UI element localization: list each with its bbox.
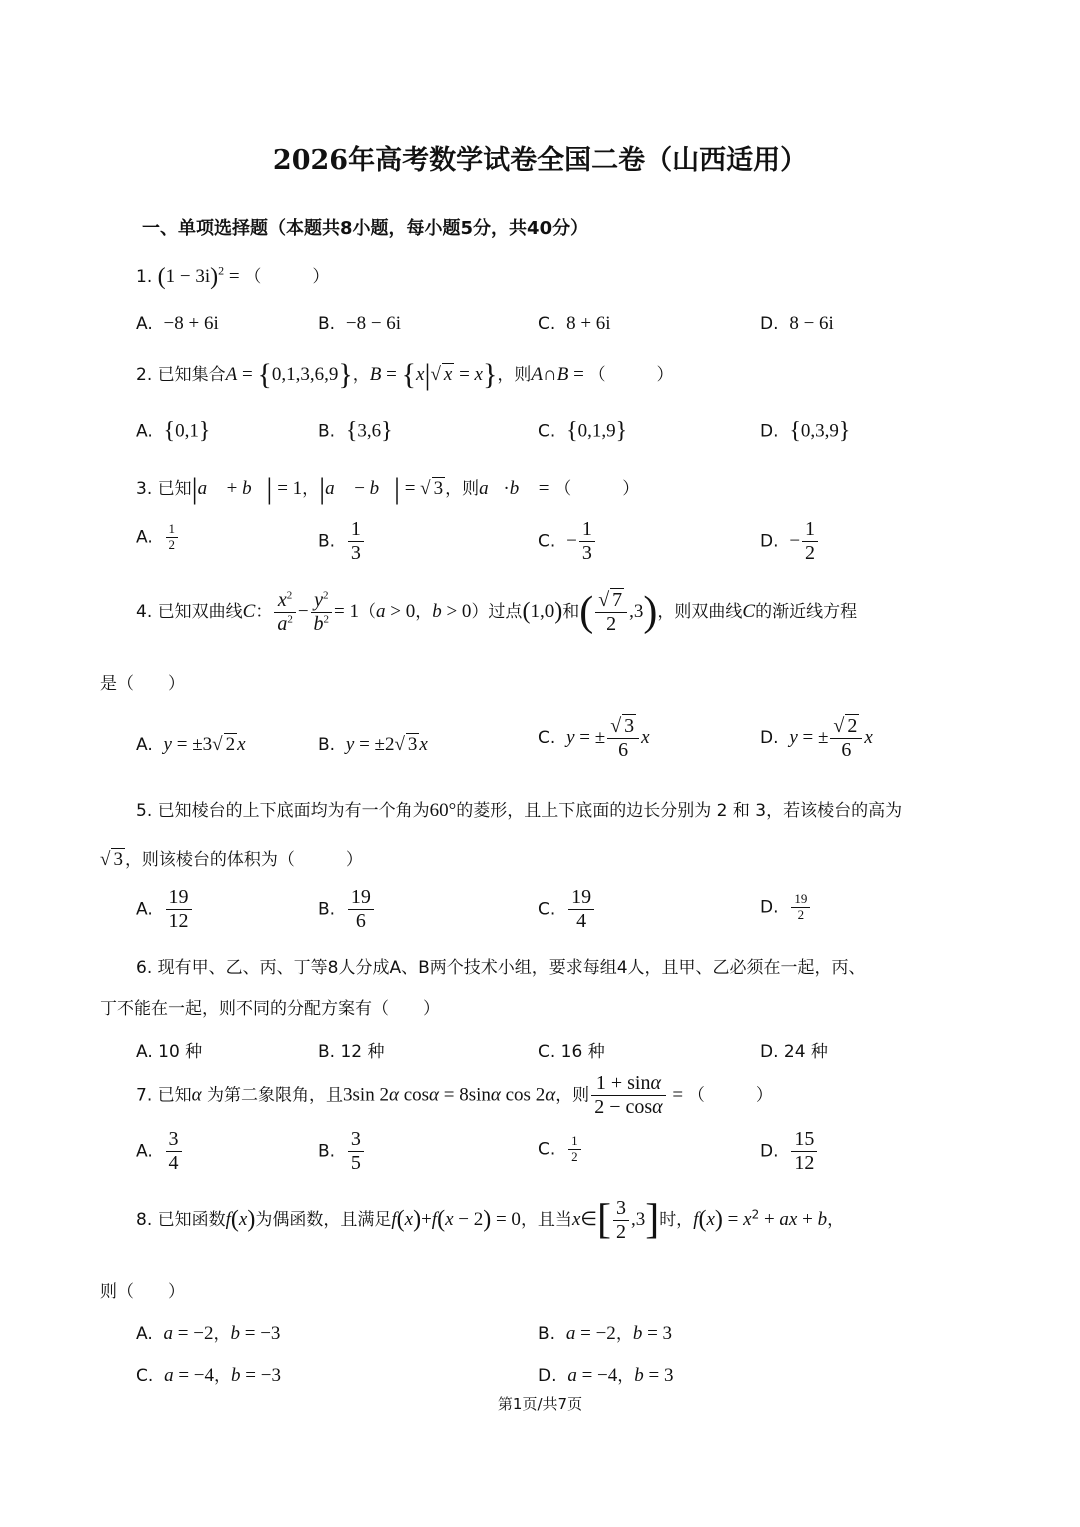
question-5-option-c: C. $\frac{19}{4}$ [538, 886, 596, 933]
question-5-option-d: D. $\frac{19}{2}$ [760, 892, 812, 923]
question-7-option-b: B. $\frac{3}{5}$ [318, 1128, 366, 1175]
question-5-option-b: B. $\frac{19}{6}$ [318, 886, 376, 933]
question-3-option-c: C. − $\frac{1}{3}$ [538, 518, 597, 565]
question-5-option-a: A. $\frac{19}{12}$ [136, 886, 194, 933]
question-2-option-c: C. {0,1,9} [538, 418, 628, 444]
question-7-stem: 7. 已知α 为第二象限角，且3sin 2α cosα = 8sinα cos 2α，则 $\frac{1 + \sin\alpha}{2 - \cos\alpha}$ = （ ） [136, 1072, 773, 1118]
question-4-stem: 4. 已知双曲线C： $\frac{x^2}{a^2}$ − $\frac{y^2}{b^2}$ = 1（a > 0，b > 0）过点(1,0)和( $\frac{√ 7}{2}$ ,3)，则双曲线C的渐近线方程 [136, 588, 858, 635]
question-3-stem: 3. 已知|a⃗ + b⃗| = 1，|a⃗ − b⃗| = √ 3 ，则a⃗·b⃗ = （ ） [136, 472, 640, 505]
question-4-option-d: D. y = ± $\frac{√ 2}{6}$ x [760, 715, 873, 761]
question-1-option-a: A. −8 + 6i [136, 313, 219, 334]
question-3-option-b: B. $\frac{1}{3}$ [318, 518, 366, 565]
question-2-stem: 2. 已知集合A = {0,1,3,6,9}，B = {x|√ x = x}，则A∩B = （ ） [136, 358, 674, 391]
question-8-stem-cont: 则（ ） [100, 1282, 185, 1302]
page-title: 2026年高考数学试卷全国二卷（山西适用） [272, 145, 808, 176]
question-5-stem: 5. 已知棱台的上下底面均为有一个角为60°的菱形，且上下底面的边长分别为 2 和 3，若该棱台的高为 [136, 800, 903, 821]
question-3-option-d: D. − $\frac{1}{2}$ [760, 518, 820, 565]
question-3-option-a: A. $\frac{1}{2}$ [136, 522, 180, 553]
question-8-stem: 8. 已知函数f(x)为偶函数，且满足f(x)+f(x − 2) = 0，且当x∈[ $\frac{3}{2}$ ,3]时，$f(x) = x^2$ + ax + b， [136, 1196, 845, 1243]
question-6-option-d: D. 24 种 [760, 1042, 828, 1062]
question-2-option-a: A. {0,1} [136, 418, 211, 444]
question-7-option-d: D. $\frac{15}{12}$ [760, 1128, 819, 1175]
question-4-stem-cont: 是（ ） [100, 674, 185, 694]
page-number: 第1页/共7页 [497, 1395, 583, 1413]
question-8-option-d: D. a = −4，b = 3 [538, 1365, 674, 1386]
question-1-stem: 1. $(1 - 3i)^2$ = （ ） [136, 263, 330, 291]
question-2-option-b: B. {3,6} [318, 418, 393, 444]
question-6-option-a: A. 10 种 [136, 1042, 203, 1062]
question-5-stem-cont: √ 3 ，则该棱台的体积为（ ） [100, 849, 363, 870]
question-7-option-c: C. $\frac{1}{2}$ [538, 1134, 583, 1165]
question-6-option-c: C. 16 种 [538, 1042, 605, 1062]
question-4-option-b: B. y = ±2√ 3 x [318, 734, 428, 755]
question-1-option-b: B. −8 − 6i [318, 313, 402, 334]
question-1-option-c: C. 8 + 6i [538, 313, 611, 334]
question-1-option-d: D. 8 − 6i [760, 313, 834, 334]
question-6-option-b: B. 12 种 [318, 1042, 385, 1062]
question-8-option-a: A. a = −2，b = −3 [136, 1323, 281, 1344]
question-4-option-a: A. y = ±3√ 2 x [136, 734, 246, 755]
question-8-option-b: B. a = −2，b = 3 [538, 1323, 673, 1344]
question-7-option-a: A. $\frac{3}{4}$ [136, 1128, 184, 1175]
question-6-stem-cont: 丁不能在一起，则不同的分配方案有（ ） [100, 999, 440, 1019]
question-8-option-c: C. a = −4，b = −3 [136, 1365, 281, 1386]
question-4-option-c: C. y = ± $\frac{√ 3}{6}$ x [538, 715, 650, 761]
question-2-option-d: D. {0,3,9} [760, 418, 851, 444]
question-6-stem: 6. 现有甲、乙、丙、丁等8人分成A、B两个技术小组，要求每组4人，且甲、乙必须在一起，丙、 [136, 958, 866, 978]
section-heading: 一、单项选择题（本题共8小题，每小题5分，共40分） [142, 218, 589, 239]
